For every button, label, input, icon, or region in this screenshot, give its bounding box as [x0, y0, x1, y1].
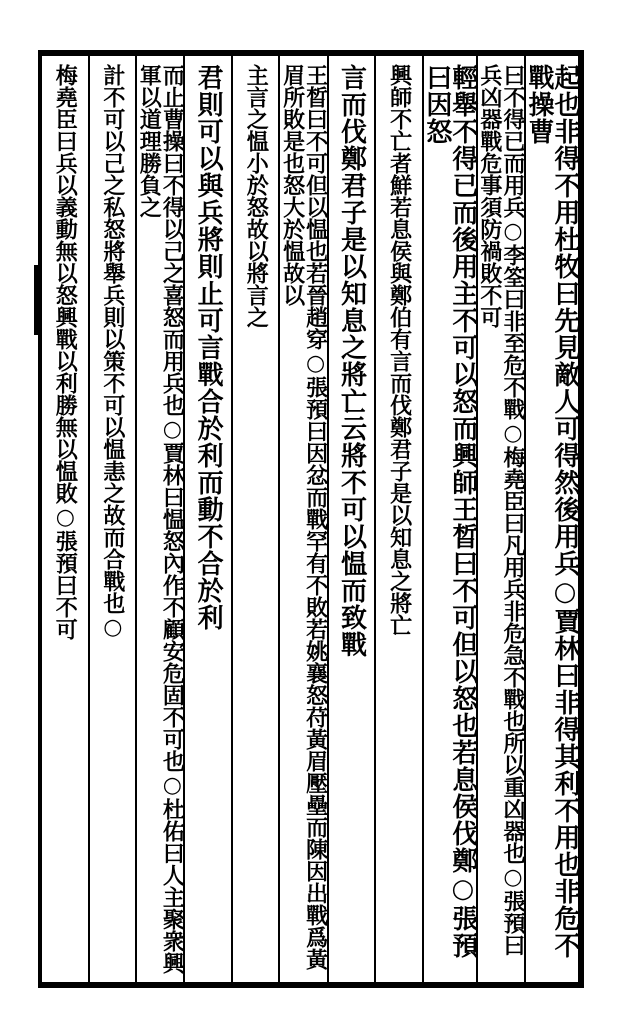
- text-column: [135, 56, 186, 982]
- column-text: 曰不得已而用兵○李筌曰非至危不戰○梅堯臣曰凡用兵非危急不戰也所以重凶器也○張預曰兵凶器戰危事須防禍敗不可: [476, 64, 526, 956]
- column-text: 君則可以與兵將則止可言戰合於利而動不合於利: [193, 64, 224, 631]
- column-text: 計不可以己之私怒將舉兵則以策不可以愠恚之故而合戰也○: [99, 64, 126, 640]
- text-columns: [42, 56, 578, 982]
- column-text: 興師不亡者鮮若息侯與鄭伯有言而伐鄭君子是以知息之將亡: [386, 64, 413, 636]
- column-text: 輕舉不得已而後用主不可以怒而興師王晳曰不可但以怒也若息侯伐鄭○張預曰因怒: [421, 64, 478, 959]
- text-column: [278, 56, 329, 982]
- column-text: 王晳曰不可但以愠也若晉趙穿○張預曰因忿而戰罕有不敗若姚襄怒苻黃眉壓壘而陳因出戰爲黃眉所敗是也怒大於愠故以: [279, 64, 329, 970]
- text-column: [183, 56, 231, 982]
- text-column: [422, 56, 476, 982]
- column-text: 起也非得不用杜牧曰先見敵人可得然後用兵○賈林曰非得其利不用也非危不戰操曹: [524, 64, 580, 959]
- text-column: [42, 56, 88, 982]
- text-column: [524, 56, 578, 982]
- text-column: [327, 56, 375, 982]
- text-column: [88, 56, 136, 982]
- column-text: 主言之愠小於怒故以將言之: [243, 64, 270, 328]
- text-column: [476, 56, 524, 982]
- column-text: 言而伐鄭君子是以知息之將亡云將不可以愠而致戰: [336, 64, 367, 658]
- column-text: 梅堯臣曰兵以義動無以怒興戰以利勝無以愠敗○張預曰不可: [52, 64, 79, 640]
- column-text: 而止曹操曰不得以己之喜怒而用兵也○賈林曰愠怒內作不顧安危固不可也○杜佑曰人主聚衆興軍以道理勝負之: [136, 64, 186, 974]
- page-frame: [38, 50, 584, 988]
- text-column: [231, 56, 279, 982]
- text-column: [374, 56, 422, 982]
